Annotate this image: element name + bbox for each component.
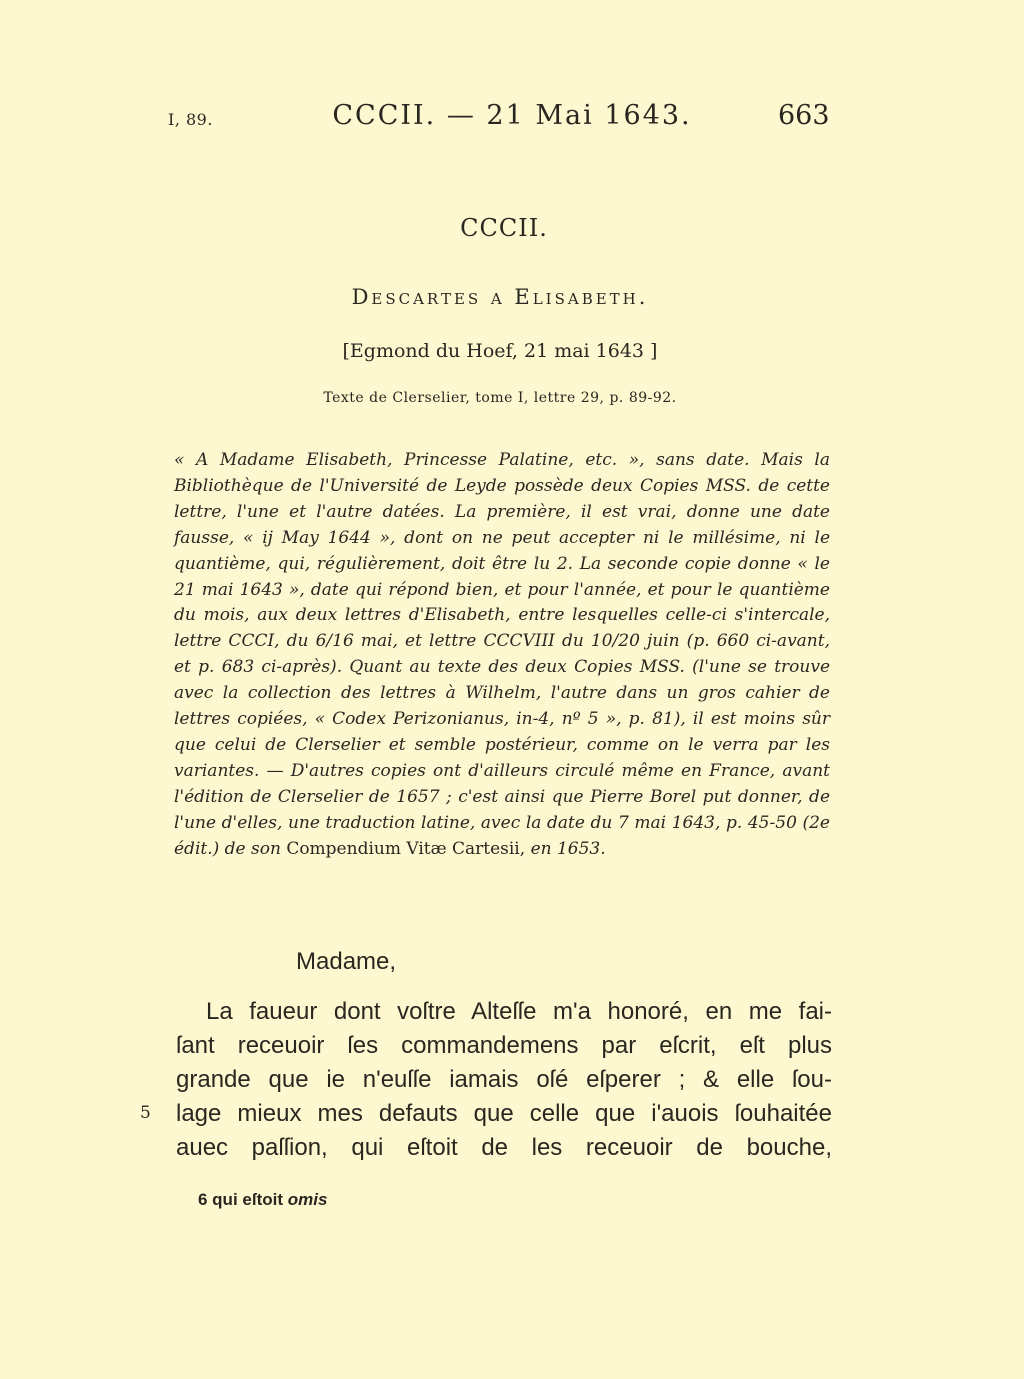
footnote-text: 6 qui eſtoit	[198, 1190, 283, 1209]
body-line: ſant receuoir ſes commandemens par eſcrit, eſt plus	[176, 1032, 832, 1059]
intro-note-tail: en 1653.	[530, 838, 606, 859]
body-line: auec paſſion, qui eſtoit de les receuoir de bouche,	[176, 1134, 832, 1161]
letter-body	[176, 995, 832, 1165]
body-line: grande que ie n'euſſe iamais oſé eſperer ; & elle ſou-	[176, 1066, 832, 1093]
body-line: La faueur dont voſtre Alteſſe m'a honoré, en me fai-	[206, 998, 832, 1025]
page-number: 663	[778, 100, 830, 131]
letter-heading: Descartes a Elisabeth.	[351, 285, 649, 309]
footnote-note: omis	[287, 1190, 328, 1209]
letter-number: CCCII.	[460, 214, 548, 242]
place-and-date: [Egmond du Hoef, 21 mai 1643 ]	[342, 340, 658, 362]
running-title: CCCII. — 21 Mai 1643.	[332, 100, 692, 131]
body-line: lage mieux mes defauts que celle que i'auois ſouhaitée	[176, 1100, 832, 1127]
intro-note-main: « A Madame Elisabeth, Princesse Palatine, etc. », sans date. Mais la Bibliothèque de l'Université de Leyde possède deux Copies MSS. de cette lettre, l'une et l'autre datées. La première, il est vrai, donne une date fausse, « ij May 1644 », dont on ne peut accepter ni le millésime, ni le quantième, qui, régulièrement, doit être lu 2. La seconde copie donne « le 21 mai 1643 », date qui répond bien, et pour l'année, et pour le quantième du mois, aux deux lettres d'Elisabeth, entre lesquelles celle-ci s'intercale, lettre CCCI, du 6/16 mai, et lettre CCCVIII du 10/20 juin (p. 660 ci-avant, et p. 683 ci-après). Quant au texte des deux Copies MSS. (l'une se trouve avec la collection des lettres à Wilhelm, l'autre dans un gros cahier de lettres copiées, « Codex Perizonianus, in-4, nº 5 », p. 81), il est moins sûr que celui de Clerselier et semble postérieur, comme on le verra par les variantes. — D'autres copies ont d'ailleurs circulé même en France, avant l'édition de Clerselier de 1657 ; c'est ainsi que Pierre Borel put donner, de l'une d'elles, une traduction latine, avec la date du 7 mai 1643, p. 45-50 (2e édit.) de son	[174, 450, 830, 859]
intro-note	[174, 448, 830, 863]
line-number: 5	[140, 1103, 151, 1123]
salutation: Madame,	[296, 948, 397, 975]
source-note: Texte de Clerselier, tome I, lettre 29, p. 89-92.	[323, 390, 677, 406]
intro-note-work-title: Compendium Vitæ Cartesii,	[286, 838, 526, 859]
footnote	[198, 1190, 327, 1210]
running-reference: I, 89.	[168, 110, 213, 129]
